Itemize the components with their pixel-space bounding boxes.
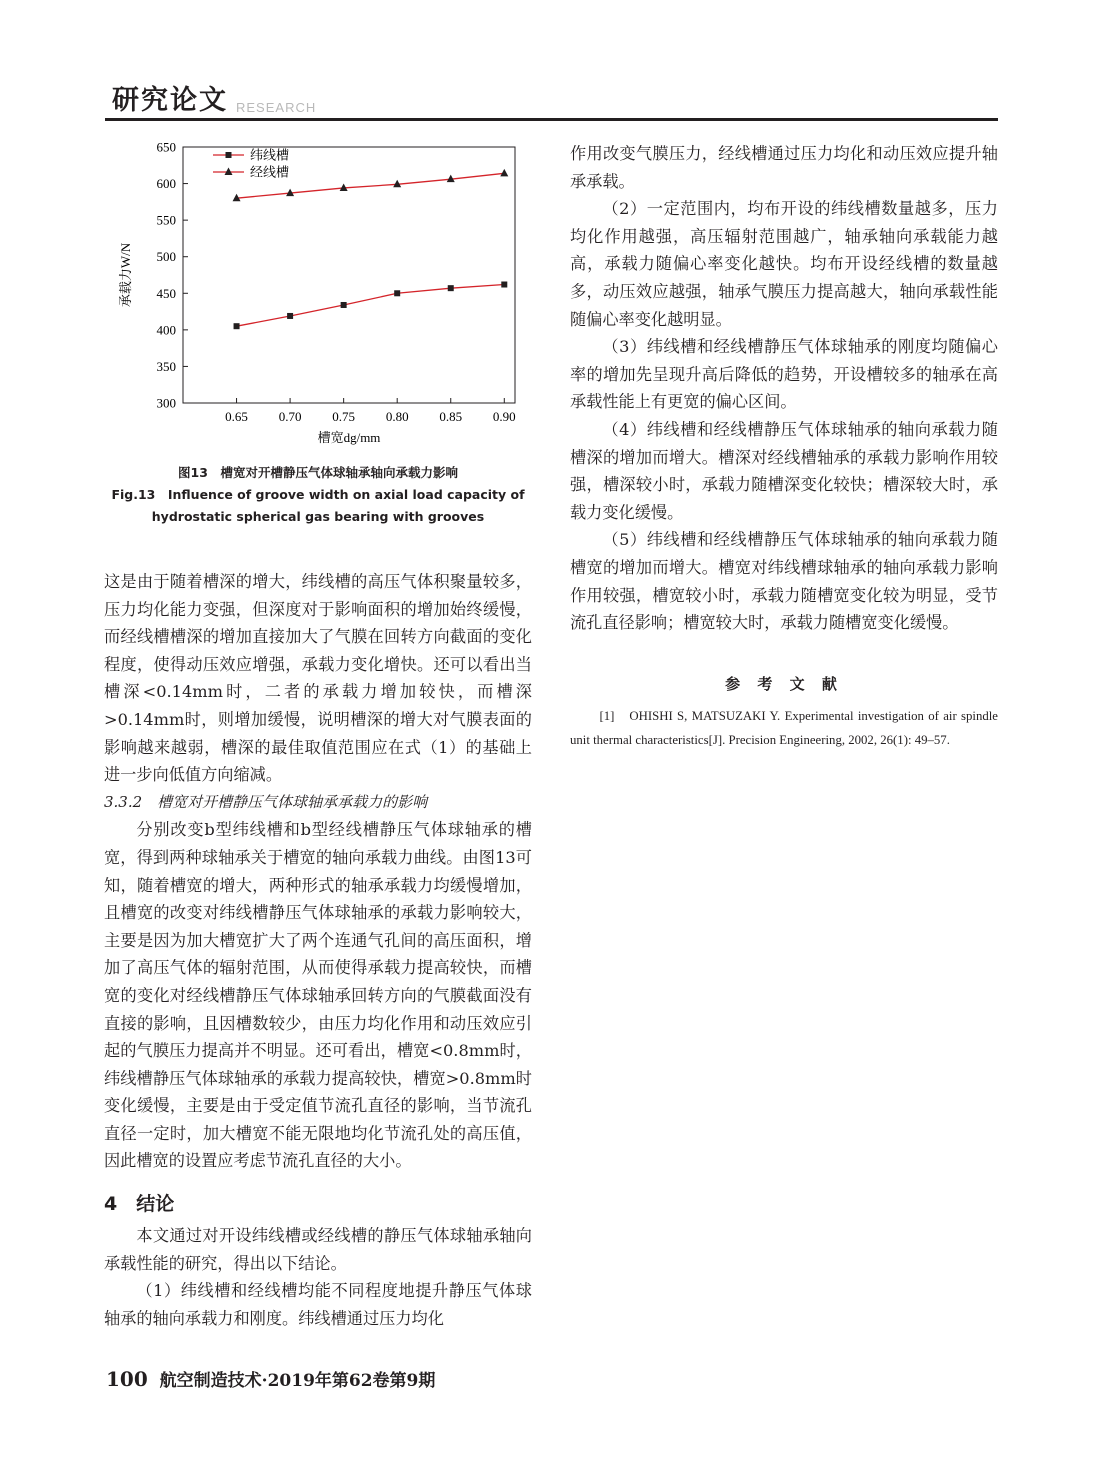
y-tick-label: 400 bbox=[156, 322, 176, 338]
right-paragraph-2: （3）纬线槽和经线槽静压气体球轴承的刚度均随偏心率的增加先呈现升高后降低的趋势，开设槽较多的轴承在高承载性能上有更宽的偏心区间。 bbox=[570, 337, 998, 412]
plot-frame bbox=[183, 147, 515, 403]
page-number: 100 bbox=[106, 1367, 148, 1391]
figure-caption-en-2: hydrostatic spherical gas bearing with grooves bbox=[151, 509, 485, 524]
left-paragraph-3: 本文通过对开设纬线槽或经线槽的静压气体球轴承轴向承载性能的研究，得出以下结论。 bbox=[104, 1226, 532, 1273]
legend-marker-1 bbox=[226, 152, 232, 158]
right-paragraph-1: （2）一定范围内，均布开设的纬线槽数量越多，压力均化作用越强，高压辐射范围越广，轴承轴向承载能力越高，承载力随偏心率变化越快。均布开设经线槽的数量越多，动压效应越强，轴承气膜压力提高越大，轴向承载性能随偏心率变化越明显。 bbox=[570, 199, 998, 329]
references-heading: 参 考 文 献 bbox=[725, 674, 843, 693]
header-rule bbox=[105, 118, 998, 121]
x-tick-label: 0.90 bbox=[492, 409, 516, 424]
x-tick-label: 0.85 bbox=[439, 409, 463, 424]
y-tick-label: 650 bbox=[156, 139, 176, 155]
data-point-series-1 bbox=[394, 290, 400, 296]
y-tick-label: 350 bbox=[156, 358, 176, 374]
y-tick-label: 500 bbox=[156, 249, 176, 265]
right-paragraph-3: （4）纬线槽和经线槽静压气体球轴承的轴向承载力随槽深的增加而增大。槽深对经线槽轴承的承载力影响作用较强，槽深较小时，承载力随槽深变化较快；槽深较大时，承载力变化缓慢。 bbox=[570, 419, 998, 522]
x-tick-label: 0.80 bbox=[385, 409, 409, 424]
header-title: 研究论文 bbox=[112, 85, 228, 116]
x-tick-label: 0.70 bbox=[278, 409, 302, 424]
journal-name: 航空制造技术·2019年第62卷第9期 bbox=[159, 1371, 436, 1391]
legend-marker-2 bbox=[225, 168, 233, 176]
data-point-series-1 bbox=[287, 313, 293, 319]
left-column-text bbox=[104, 568, 532, 1332]
x-tick-label: 0.75 bbox=[332, 409, 356, 424]
y-tick-label: 600 bbox=[156, 176, 176, 192]
right-paragraph-0: 作用改变气膜压力，经线槽通过压力均化和动压效应提升轴承承载。 bbox=[570, 144, 998, 191]
right-column-text bbox=[570, 140, 998, 753]
x-axis-label: 槽宽dg/mm bbox=[317, 430, 381, 445]
right-paragraph-4: （5）纬线槽和经线槽静压气体球轴承的轴向承载力随槽宽的增加而增大。槽宽对纬线槽球轴承的轴向承载力影响作用较强，槽宽较小时，承载力随槽宽变化较为明显，受节流孔直径影响；槽宽较大时，承载力随槽宽变化缓慢。 bbox=[570, 530, 998, 633]
data-point-series-1 bbox=[501, 282, 507, 288]
y-tick-label: 550 bbox=[156, 212, 176, 228]
x-tick-label: 0.65 bbox=[225, 409, 248, 424]
legend-label-1: 纬线槽 bbox=[250, 147, 290, 163]
section-heading-3-3-2: 3.3.2 槽宽对开槽静压气体球轴承承载力的影响 bbox=[104, 792, 428, 811]
left-paragraph-4: （1）纬线槽和经线槽均能不同程度地提升静压气体球轴承的轴向承载力和刚度。纬线槽通过压力均化 bbox=[104, 1281, 532, 1328]
left-paragraph-1: 这是由于随着槽深的增大，纬线槽的高压气体积聚量较多，压力均化能力变强，但深度对于影响面积的增加始终缓慢，而经线槽槽深的增加直接加大了气膜在回转方向截面的变化程度，使得动压效应增强，承载力变化增快。还可以看出当槽深<0.14mm时，二者的承载力增加较快，而槽深>0.14mm时，则增加缓慢，说明槽深的增大对气膜表面的影响越来越弱，槽深的最佳取值范围应在式（1）的基础上进一步向低值方向缩减。 bbox=[104, 572, 532, 785]
legend-label-2: 经线槽 bbox=[250, 164, 290, 180]
data-point-series-2 bbox=[500, 169, 508, 177]
y-axis-label: 承载力W/N bbox=[118, 242, 133, 308]
figure-caption-en-1: Fig.13 Influence of groove width on axial load capacity of bbox=[111, 487, 525, 502]
header-subtitle: RESEARCH bbox=[236, 100, 317, 115]
y-tick-label: 300 bbox=[156, 395, 176, 411]
data-point-series-1 bbox=[341, 302, 347, 308]
left-paragraph-2: 分别改变b型纬线槽和b型经线槽静压气体球轴承的槽宽，得到两种球轴承关于槽宽的轴向承载力曲线。由图13可知，随着槽宽的增大，两种形式的轴承承载力均缓慢增加，且槽宽的改变对纬线槽静压气体球轴承的承载力影响较大，主要是因为加大槽宽扩大了两个连通气孔间的高压面积，增加了高压气体的辐射范围，从而使得承载力提高较快，而槽宽的变化对经线槽静压气体球轴承回转方向的气膜截面没有直接的影响，且因槽数较少，由压力均化作用和动压效应引起的气膜压力提高并不明显。还可看出，槽宽<0.8mm时，纬线槽静压气体球轴承的承载力提高较快，槽宽>0.8mm时变化缓慢，主要是由于受定值节流孔直径的影响，当节流孔直径一定时，加大槽宽不能无限地均化节流孔处的高压值，因此槽宽的设置应考虑节流孔直径的大小。 bbox=[104, 820, 532, 1171]
figure-caption-cn: 图13 槽宽对开槽静压气体球轴承轴向承载力影响 bbox=[178, 465, 458, 480]
section-heading-conclusion: 4 结论 bbox=[104, 1193, 175, 1216]
data-point-series-1 bbox=[234, 323, 240, 329]
series-line-1 bbox=[237, 285, 505, 327]
data-point-series-1 bbox=[448, 285, 454, 291]
y-tick-label: 450 bbox=[156, 285, 176, 301]
reference-1: [1] OHISHI S, MATSUZAKI Y. Experimental investigation of air spindle unit thermal characteristics[J]. Precision Engineering, 2002, 26(1): 49–57. bbox=[570, 708, 998, 748]
page-footer bbox=[106, 1366, 435, 1391]
figure-13-chart bbox=[100, 135, 530, 455]
